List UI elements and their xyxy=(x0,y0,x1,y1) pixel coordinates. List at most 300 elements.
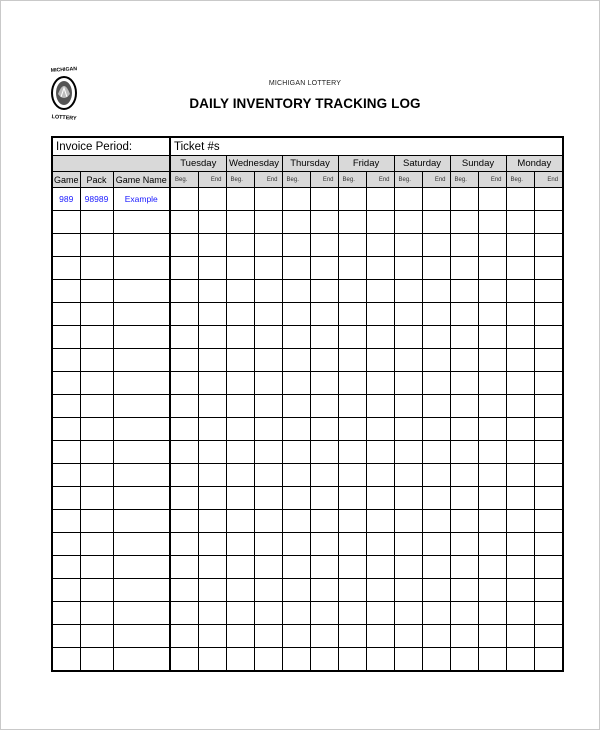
ticket-entry-cell[interactable] xyxy=(310,395,338,418)
game-cell[interactable] xyxy=(52,326,80,349)
ticket-entry-cell[interactable] xyxy=(226,280,254,303)
ticket-entry-cell[interactable] xyxy=(198,211,226,234)
ticket-entry-cell[interactable] xyxy=(450,349,478,372)
game-name-cell[interactable] xyxy=(113,579,170,602)
ticket-entry-cell[interactable] xyxy=(338,579,366,602)
ticket-entry-cell[interactable] xyxy=(338,188,366,211)
ticket-entry-cell[interactable] xyxy=(170,648,198,672)
ticket-entry-cell[interactable] xyxy=(310,648,338,672)
ticket-entry-cell[interactable] xyxy=(198,188,226,211)
ticket-entry-cell[interactable] xyxy=(450,188,478,211)
ticket-entry-cell[interactable] xyxy=(198,579,226,602)
ticket-entry-cell[interactable] xyxy=(422,188,450,211)
ticket-entry-cell[interactable] xyxy=(478,234,506,257)
pack-cell[interactable] xyxy=(80,303,113,326)
ticket-entry-cell[interactable] xyxy=(422,349,450,372)
pack-cell[interactable] xyxy=(80,418,113,441)
ticket-entry-cell[interactable] xyxy=(506,418,534,441)
game-name-cell[interactable] xyxy=(113,395,170,418)
ticket-entry-cell[interactable] xyxy=(310,602,338,625)
ticket-entry-cell[interactable] xyxy=(506,280,534,303)
game-cell[interactable] xyxy=(52,349,80,372)
ticket-entry-cell[interactable] xyxy=(506,234,534,257)
ticket-entry-cell[interactable] xyxy=(282,510,310,533)
ticket-entry-cell[interactable] xyxy=(282,234,310,257)
ticket-entry-cell[interactable] xyxy=(450,556,478,579)
ticket-entry-cell[interactable] xyxy=(366,326,394,349)
pack-cell[interactable] xyxy=(80,487,113,510)
game-name-cell[interactable] xyxy=(113,556,170,579)
ticket-entry-cell[interactable] xyxy=(394,395,422,418)
ticket-entry-cell[interactable] xyxy=(338,441,366,464)
ticket-entry-cell[interactable] xyxy=(170,234,198,257)
ticket-entry-cell[interactable] xyxy=(506,533,534,556)
ticket-entry-cell[interactable] xyxy=(506,188,534,211)
game-name-cell[interactable] xyxy=(113,510,170,533)
ticket-entry-cell[interactable] xyxy=(226,556,254,579)
ticket-entry-cell[interactable] xyxy=(450,280,478,303)
ticket-entry-cell[interactable] xyxy=(478,418,506,441)
ticket-entry-cell[interactable] xyxy=(534,349,563,372)
ticket-entry-cell[interactable] xyxy=(506,349,534,372)
ticket-entry-cell[interactable] xyxy=(338,418,366,441)
ticket-entry-cell[interactable] xyxy=(478,487,506,510)
pack-cell[interactable] xyxy=(80,602,113,625)
ticket-entry-cell[interactable] xyxy=(450,441,478,464)
ticket-entry-cell[interactable] xyxy=(338,372,366,395)
ticket-entry-cell[interactable] xyxy=(534,625,563,648)
ticket-entry-cell[interactable] xyxy=(282,211,310,234)
ticket-entry-cell[interactable] xyxy=(282,625,310,648)
ticket-entry-cell[interactable] xyxy=(226,533,254,556)
ticket-entry-cell[interactable] xyxy=(254,533,282,556)
ticket-entry-cell[interactable] xyxy=(170,395,198,418)
ticket-entry-cell[interactable] xyxy=(338,303,366,326)
ticket-entry-cell[interactable] xyxy=(450,625,478,648)
ticket-entry-cell[interactable] xyxy=(478,257,506,280)
ticket-entry-cell[interactable] xyxy=(310,625,338,648)
ticket-entry-cell[interactable] xyxy=(478,303,506,326)
ticket-entry-cell[interactable] xyxy=(282,372,310,395)
ticket-entry-cell[interactable] xyxy=(226,372,254,395)
ticket-entry-cell[interactable] xyxy=(506,602,534,625)
ticket-entry-cell[interactable] xyxy=(310,188,338,211)
game-name-cell[interactable] xyxy=(113,211,170,234)
ticket-entry-cell[interactable] xyxy=(450,602,478,625)
ticket-entry-cell[interactable] xyxy=(170,510,198,533)
ticket-entry-cell[interactable] xyxy=(338,211,366,234)
ticket-entry-cell[interactable] xyxy=(534,441,563,464)
ticket-entry-cell[interactable] xyxy=(310,487,338,510)
game-name-cell[interactable] xyxy=(113,372,170,395)
ticket-entry-cell[interactable] xyxy=(366,280,394,303)
pack-cell[interactable] xyxy=(80,648,113,672)
ticket-entry-cell[interactable] xyxy=(394,556,422,579)
ticket-entry-cell[interactable] xyxy=(338,510,366,533)
ticket-entry-cell[interactable] xyxy=(478,648,506,672)
ticket-entry-cell[interactable] xyxy=(478,510,506,533)
ticket-entry-cell[interactable] xyxy=(226,188,254,211)
ticket-entry-cell[interactable] xyxy=(478,211,506,234)
ticket-entry-cell[interactable] xyxy=(394,349,422,372)
ticket-entry-cell[interactable] xyxy=(450,648,478,672)
ticket-entry-cell[interactable] xyxy=(422,625,450,648)
ticket-entry-cell[interactable] xyxy=(366,464,394,487)
pack-cell[interactable] xyxy=(80,441,113,464)
ticket-entry-cell[interactable] xyxy=(422,395,450,418)
ticket-entry-cell[interactable] xyxy=(310,280,338,303)
ticket-entry-cell[interactable] xyxy=(422,234,450,257)
ticket-entry-cell[interactable] xyxy=(506,579,534,602)
ticket-entry-cell[interactable] xyxy=(422,602,450,625)
ticket-entry-cell[interactable] xyxy=(226,464,254,487)
ticket-entry-cell[interactable] xyxy=(198,395,226,418)
ticket-entry-cell[interactable] xyxy=(506,372,534,395)
ticket-entry-cell[interactable] xyxy=(310,372,338,395)
example-game[interactable]: 989 xyxy=(52,188,80,211)
ticket-entry-cell[interactable] xyxy=(422,510,450,533)
ticket-entry-cell[interactable] xyxy=(282,395,310,418)
pack-cell[interactable] xyxy=(80,510,113,533)
ticket-entry-cell[interactable] xyxy=(394,418,422,441)
ticket-entry-cell[interactable] xyxy=(254,303,282,326)
ticket-entry-cell[interactable] xyxy=(170,257,198,280)
ticket-entry-cell[interactable] xyxy=(478,441,506,464)
ticket-entry-cell[interactable] xyxy=(534,487,563,510)
game-cell[interactable] xyxy=(52,234,80,257)
ticket-entry-cell[interactable] xyxy=(534,579,563,602)
game-cell[interactable] xyxy=(52,533,80,556)
ticket-entry-cell[interactable] xyxy=(450,211,478,234)
ticket-entry-cell[interactable] xyxy=(254,188,282,211)
ticket-entry-cell[interactable] xyxy=(310,510,338,533)
ticket-entry-cell[interactable] xyxy=(366,395,394,418)
ticket-entry-cell[interactable] xyxy=(450,464,478,487)
ticket-entry-cell[interactable] xyxy=(170,487,198,510)
ticket-entry-cell[interactable] xyxy=(422,211,450,234)
invoice-period-cell[interactable] xyxy=(52,137,170,156)
ticket-entry-cell[interactable] xyxy=(282,533,310,556)
ticket-entry-cell[interactable] xyxy=(422,326,450,349)
ticket-entry-cell[interactable] xyxy=(254,441,282,464)
ticket-entry-cell[interactable] xyxy=(366,257,394,280)
ticket-entry-cell[interactable] xyxy=(422,257,450,280)
ticket-entry-cell[interactable] xyxy=(338,257,366,280)
ticket-entry-cell[interactable] xyxy=(478,602,506,625)
ticket-entry-cell[interactable] xyxy=(282,257,310,280)
ticket-entry-cell[interactable] xyxy=(254,211,282,234)
ticket-entry-cell[interactable] xyxy=(198,303,226,326)
pack-cell[interactable] xyxy=(80,257,113,280)
ticket-entry-cell[interactable] xyxy=(534,510,563,533)
pack-cell[interactable] xyxy=(80,395,113,418)
ticket-entry-cell[interactable] xyxy=(198,533,226,556)
ticket-entry-cell[interactable] xyxy=(226,326,254,349)
ticket-entry-cell[interactable] xyxy=(254,257,282,280)
game-cell[interactable] xyxy=(52,303,80,326)
ticket-entry-cell[interactable] xyxy=(254,556,282,579)
ticket-entry-cell[interactable] xyxy=(338,533,366,556)
ticket-entry-cell[interactable] xyxy=(170,280,198,303)
ticket-entry-cell[interactable] xyxy=(450,533,478,556)
ticket-entry-cell[interactable] xyxy=(310,257,338,280)
ticket-entry-cell[interactable] xyxy=(226,602,254,625)
ticket-entry-cell[interactable] xyxy=(310,349,338,372)
ticket-entry-cell[interactable] xyxy=(534,280,563,303)
ticket-entry-cell[interactable] xyxy=(282,303,310,326)
ticket-entry-cell[interactable] xyxy=(170,556,198,579)
ticket-entry-cell[interactable] xyxy=(422,648,450,672)
ticket-entry-cell[interactable] xyxy=(226,487,254,510)
game-name-cell[interactable] xyxy=(113,602,170,625)
ticket-entry-cell[interactable] xyxy=(422,418,450,441)
ticket-entry-cell[interactable] xyxy=(534,648,563,672)
pack-cell[interactable] xyxy=(80,464,113,487)
ticket-entry-cell[interactable] xyxy=(394,648,422,672)
ticket-entry-cell[interactable] xyxy=(254,579,282,602)
ticket-entry-cell[interactable] xyxy=(450,395,478,418)
ticket-entry-cell[interactable] xyxy=(366,234,394,257)
ticket-entry-cell[interactable] xyxy=(282,556,310,579)
ticket-entry-cell[interactable] xyxy=(170,441,198,464)
ticket-entry-cell[interactable] xyxy=(478,395,506,418)
ticket-entry-cell[interactable] xyxy=(338,625,366,648)
ticket-entry-cell[interactable] xyxy=(394,579,422,602)
ticket-entry-cell[interactable] xyxy=(310,441,338,464)
ticket-entry-cell[interactable] xyxy=(394,303,422,326)
game-cell[interactable] xyxy=(52,602,80,625)
ticket-entry-cell[interactable] xyxy=(338,395,366,418)
ticket-entry-cell[interactable] xyxy=(366,556,394,579)
ticket-entry-cell[interactable] xyxy=(534,556,563,579)
ticket-entry-cell[interactable] xyxy=(198,510,226,533)
ticket-entry-cell[interactable] xyxy=(394,441,422,464)
game-name-cell[interactable] xyxy=(113,625,170,648)
ticket-entry-cell[interactable] xyxy=(478,326,506,349)
ticket-entry-cell[interactable] xyxy=(338,326,366,349)
ticket-entry-cell[interactable] xyxy=(170,349,198,372)
ticket-entry-cell[interactable] xyxy=(394,372,422,395)
ticket-entry-cell[interactable] xyxy=(170,625,198,648)
ticket-entry-cell[interactable] xyxy=(198,648,226,672)
game-name-cell[interactable] xyxy=(113,349,170,372)
ticket-entry-cell[interactable] xyxy=(478,188,506,211)
game-cell[interactable] xyxy=(52,648,80,672)
game-cell[interactable] xyxy=(52,257,80,280)
game-cell[interactable] xyxy=(52,280,80,303)
example-game-name[interactable]: Example xyxy=(113,188,170,211)
ticket-entry-cell[interactable] xyxy=(534,533,563,556)
ticket-entry-cell[interactable] xyxy=(506,257,534,280)
pack-cell[interactable] xyxy=(80,234,113,257)
ticket-entry-cell[interactable] xyxy=(394,257,422,280)
ticket-entry-cell[interactable] xyxy=(282,188,310,211)
ticket-entry-cell[interactable] xyxy=(170,602,198,625)
pack-cell[interactable] xyxy=(80,556,113,579)
game-cell[interactable] xyxy=(52,395,80,418)
ticket-entry-cell[interactable] xyxy=(170,418,198,441)
ticket-entry-cell[interactable] xyxy=(254,234,282,257)
ticket-entry-cell[interactable] xyxy=(366,303,394,326)
ticket-entry-cell[interactable] xyxy=(198,280,226,303)
game-cell[interactable] xyxy=(52,579,80,602)
ticket-entry-cell[interactable] xyxy=(366,372,394,395)
game-cell[interactable] xyxy=(52,372,80,395)
ticket-entry-cell[interactable] xyxy=(170,211,198,234)
ticket-entry-cell[interactable] xyxy=(506,395,534,418)
ticket-entry-cell[interactable] xyxy=(170,188,198,211)
ticket-entry-cell[interactable] xyxy=(254,625,282,648)
ticket-entry-cell[interactable] xyxy=(282,648,310,672)
ticket-entry-cell[interactable] xyxy=(226,395,254,418)
game-name-cell[interactable] xyxy=(113,418,170,441)
ticket-entry-cell[interactable] xyxy=(170,533,198,556)
ticket-entry-cell[interactable] xyxy=(394,326,422,349)
ticket-entry-cell[interactable] xyxy=(506,556,534,579)
ticket-entry-cell[interactable] xyxy=(506,510,534,533)
ticket-entry-cell[interactable] xyxy=(534,418,563,441)
game-cell[interactable] xyxy=(52,418,80,441)
ticket-entry-cell[interactable] xyxy=(506,464,534,487)
game-name-cell[interactable] xyxy=(113,326,170,349)
ticket-entry-cell[interactable] xyxy=(450,487,478,510)
game-name-cell[interactable] xyxy=(113,648,170,672)
ticket-entry-cell[interactable] xyxy=(170,326,198,349)
game-cell[interactable] xyxy=(52,510,80,533)
ticket-entry-cell[interactable] xyxy=(422,579,450,602)
ticket-entry-cell[interactable] xyxy=(226,303,254,326)
ticket-entry-cell[interactable] xyxy=(366,418,394,441)
ticket-entry-cell[interactable] xyxy=(506,487,534,510)
ticket-entry-cell[interactable] xyxy=(198,372,226,395)
ticket-entry-cell[interactable] xyxy=(282,579,310,602)
ticket-entry-cell[interactable] xyxy=(338,280,366,303)
ticket-entry-cell[interactable] xyxy=(478,625,506,648)
game-name-cell[interactable] xyxy=(113,441,170,464)
ticket-entry-cell[interactable] xyxy=(338,648,366,672)
game-cell[interactable] xyxy=(52,464,80,487)
ticket-entry-cell[interactable] xyxy=(310,234,338,257)
ticket-entry-cell[interactable] xyxy=(506,211,534,234)
ticket-entry-cell[interactable] xyxy=(338,234,366,257)
ticket-entry-cell[interactable] xyxy=(254,648,282,672)
ticket-entry-cell[interactable] xyxy=(534,326,563,349)
ticket-entry-cell[interactable] xyxy=(254,510,282,533)
ticket-entry-cell[interactable] xyxy=(422,556,450,579)
pack-cell[interactable] xyxy=(80,579,113,602)
ticket-entry-cell[interactable] xyxy=(478,579,506,602)
pack-cell[interactable] xyxy=(80,349,113,372)
ticket-entry-cell[interactable] xyxy=(394,188,422,211)
ticket-entry-cell[interactable] xyxy=(366,648,394,672)
ticket-entry-cell[interactable] xyxy=(450,418,478,441)
ticket-entry-cell[interactable] xyxy=(450,326,478,349)
ticket-entry-cell[interactable] xyxy=(366,510,394,533)
ticket-entry-cell[interactable] xyxy=(366,188,394,211)
ticket-entry-cell[interactable] xyxy=(394,280,422,303)
ticket-entry-cell[interactable] xyxy=(394,510,422,533)
ticket-entry-cell[interactable] xyxy=(478,349,506,372)
example-pack[interactable]: 98989 xyxy=(80,188,113,211)
ticket-entry-cell[interactable] xyxy=(198,602,226,625)
ticket-entry-cell[interactable] xyxy=(422,464,450,487)
ticket-entry-cell[interactable] xyxy=(170,303,198,326)
ticket-entry-cell[interactable] xyxy=(450,372,478,395)
game-cell[interactable] xyxy=(52,211,80,234)
pack-cell[interactable] xyxy=(80,625,113,648)
ticket-entry-cell[interactable] xyxy=(198,441,226,464)
ticket-entry-cell[interactable] xyxy=(254,280,282,303)
game-cell[interactable] xyxy=(52,487,80,510)
ticket-entry-cell[interactable] xyxy=(226,257,254,280)
ticket-entry-cell[interactable] xyxy=(394,487,422,510)
ticket-entry-cell[interactable] xyxy=(450,234,478,257)
ticket-entry-cell[interactable] xyxy=(534,234,563,257)
ticket-entry-cell[interactable] xyxy=(366,441,394,464)
ticket-entry-cell[interactable] xyxy=(366,625,394,648)
game-name-cell[interactable] xyxy=(113,464,170,487)
ticket-entry-cell[interactable] xyxy=(394,625,422,648)
ticket-entry-cell[interactable] xyxy=(226,349,254,372)
ticket-entry-cell[interactable] xyxy=(254,418,282,441)
ticket-entry-cell[interactable] xyxy=(254,326,282,349)
game-name-cell[interactable] xyxy=(113,280,170,303)
ticket-entry-cell[interactable] xyxy=(198,418,226,441)
ticket-entry-cell[interactable] xyxy=(282,464,310,487)
ticket-entry-cell[interactable] xyxy=(198,349,226,372)
ticket-entry-cell[interactable] xyxy=(338,487,366,510)
ticket-entry-cell[interactable] xyxy=(422,280,450,303)
ticket-entry-cell[interactable] xyxy=(282,602,310,625)
ticket-entry-cell[interactable] xyxy=(534,372,563,395)
game-name-cell[interactable] xyxy=(113,234,170,257)
ticket-entry-cell[interactable] xyxy=(506,326,534,349)
ticket-entry-cell[interactable] xyxy=(310,464,338,487)
ticket-entry-cell[interactable] xyxy=(478,464,506,487)
ticket-entry-cell[interactable] xyxy=(198,257,226,280)
ticket-entry-cell[interactable] xyxy=(170,579,198,602)
ticket-entry-cell[interactable] xyxy=(478,556,506,579)
game-name-cell[interactable] xyxy=(113,257,170,280)
ticket-entry-cell[interactable] xyxy=(310,326,338,349)
ticket-numbers-cell[interactable] xyxy=(170,137,563,156)
game-name-cell[interactable] xyxy=(113,487,170,510)
ticket-entry-cell[interactable] xyxy=(534,395,563,418)
ticket-entry-cell[interactable] xyxy=(366,602,394,625)
ticket-entry-cell[interactable] xyxy=(254,464,282,487)
ticket-entry-cell[interactable] xyxy=(534,257,563,280)
ticket-entry-cell[interactable] xyxy=(338,602,366,625)
ticket-entry-cell[interactable] xyxy=(226,234,254,257)
ticket-entry-cell[interactable] xyxy=(422,487,450,510)
ticket-entry-cell[interactable] xyxy=(478,533,506,556)
ticket-entry-cell[interactable] xyxy=(282,487,310,510)
ticket-entry-cell[interactable] xyxy=(254,395,282,418)
ticket-entry-cell[interactable] xyxy=(338,464,366,487)
ticket-entry-cell[interactable] xyxy=(310,303,338,326)
ticket-entry-cell[interactable] xyxy=(226,579,254,602)
ticket-entry-cell[interactable] xyxy=(506,303,534,326)
ticket-entry-cell[interactable] xyxy=(226,510,254,533)
game-name-cell[interactable] xyxy=(113,533,170,556)
ticket-entry-cell[interactable] xyxy=(254,349,282,372)
ticket-entry-cell[interactable] xyxy=(506,625,534,648)
ticket-entry-cell[interactable] xyxy=(170,372,198,395)
ticket-entry-cell[interactable] xyxy=(226,418,254,441)
ticket-entry-cell[interactable] xyxy=(282,418,310,441)
ticket-entry-cell[interactable] xyxy=(534,188,563,211)
ticket-entry-cell[interactable] xyxy=(198,487,226,510)
